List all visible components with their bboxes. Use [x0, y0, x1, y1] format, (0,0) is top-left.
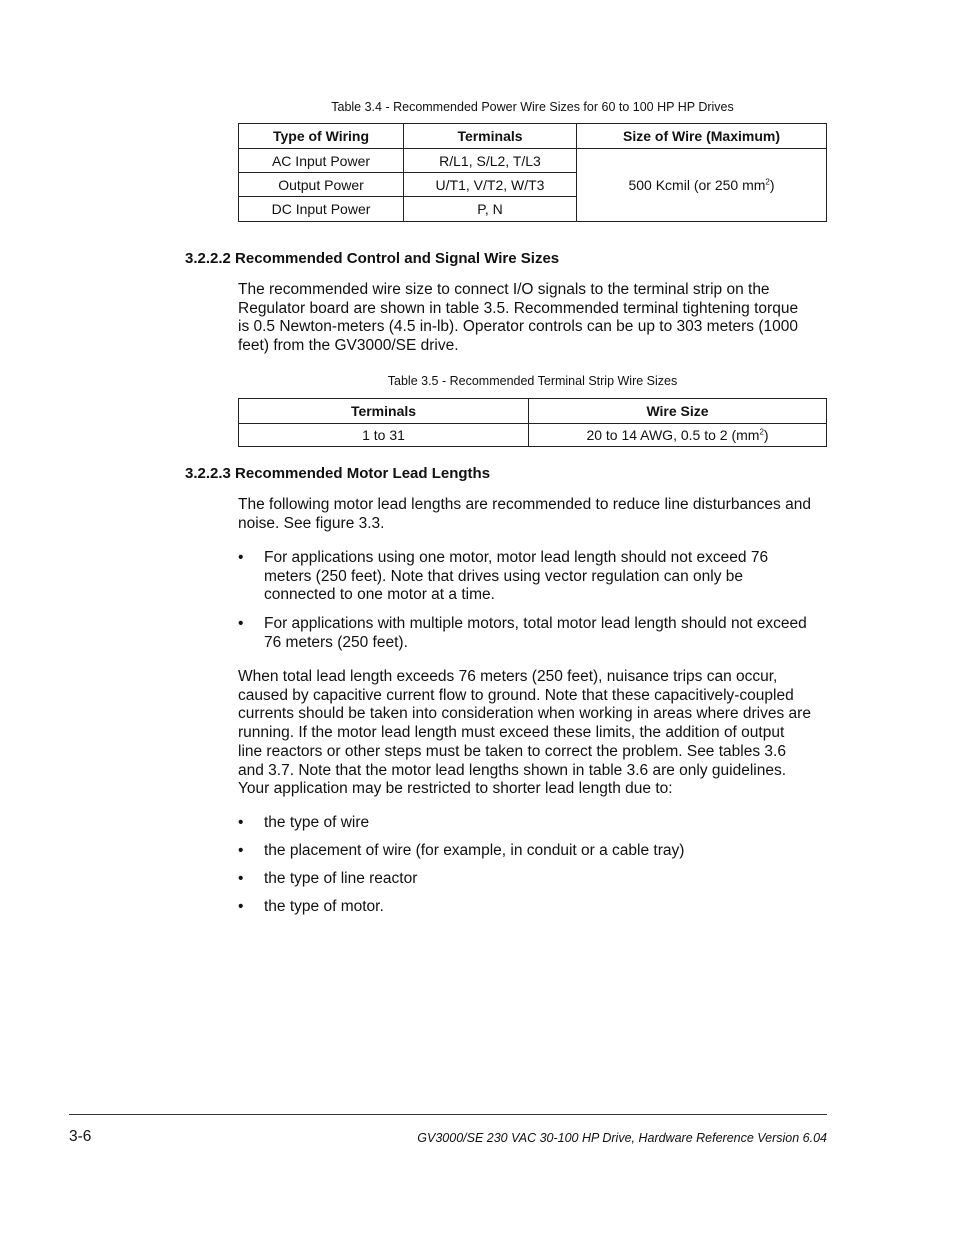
terminal-strip-table — [238, 398, 827, 447]
table-cell: AC Input Power — [239, 149, 404, 173]
text-line: When total lead length exceeds 76 meters (250 feet), nuisance trips can occur, — [238, 668, 778, 685]
table-caption: Table 3.4 - Recommended Power Wire Sizes for 60 to 100 HP HP Drives — [331, 100, 734, 114]
list-item: the type of motor. — [264, 898, 384, 915]
text-line: caused by capacitive current flow to ground. Note that these capacitively-coupled — [238, 686, 794, 704]
column-header: Terminals — [239, 399, 529, 424]
text-line: For applications using one motor, motor lead length should not exceed 76 — [264, 549, 769, 566]
wire-size-close: ) — [769, 177, 775, 193]
table-row — [239, 424, 827, 447]
text-line: The recommended wire size to connect I/O signals to the terminal strip on the — [238, 281, 770, 298]
page-number: 3-6 — [69, 1128, 92, 1145]
text-line: feet) from the GV3000/SE drive. — [238, 337, 459, 355]
bullet-icon: • — [238, 842, 244, 859]
bullet-icon: • — [238, 615, 244, 632]
list-item: the type of line reactor — [264, 870, 418, 887]
text-line: connected to one motor at a time. — [264, 586, 495, 604]
table-cell: R/L1, S/L2, T/L3 — [404, 149, 577, 173]
superscript: 2 — [759, 427, 764, 437]
text-line: noise. See figure 3.3. — [238, 514, 385, 532]
paragraph — [238, 281, 828, 356]
footer-divider — [69, 1114, 827, 1115]
list-item: the type of wire — [264, 814, 370, 831]
table-header-row — [239, 124, 827, 149]
wire-size-text: 500 Kcmil (or 250 mm — [628, 177, 766, 193]
table-caption: Table 3.5 - Recommended Terminal Strip Wire Sizes — [387, 374, 678, 388]
text-line: For applications with multiple motors, total motor lead length should not exceed — [264, 615, 807, 632]
text-line: meters (250 feet). Note that drives using vector regulation can only be — [264, 567, 744, 585]
text-line: currents should be taken into consideration when working in areas where drives are — [238, 705, 811, 723]
text-line: is 0.5 Newton-meters (4.5 in-lb). Operator controls can be up to 303 meters (1000 — [238, 318, 798, 336]
table-cell: Output Power — [239, 173, 404, 197]
table-row — [239, 149, 827, 173]
column-header: Wire Size — [529, 399, 827, 424]
table-cell: DC Input Power — [239, 197, 404, 222]
wire-size-cell — [577, 149, 827, 222]
text-line: Regulator board are shown in table 3.5. Recommended terminal tightening torque — [238, 299, 799, 317]
list-item — [264, 549, 829, 605]
section-heading: 3.2.2.3 Recommended Motor Lead Lengths — [185, 465, 491, 482]
bullet-icon: • — [238, 549, 244, 566]
table-cell: 1 to 31 — [239, 424, 529, 447]
text-line: line reactors or other steps must be taken to correct the problem. See tables 3.6 — [238, 742, 786, 760]
list-item — [264, 615, 829, 652]
paragraph — [238, 668, 828, 799]
table-cell — [529, 424, 827, 447]
text-line: running. If the motor lead length must exceed these limits, the addition of output — [238, 724, 785, 742]
section-heading: 3.2.2.2 Recommended Control and Signal Wire Sizes — [185, 250, 560, 267]
wire-size-close: ) — [763, 427, 769, 443]
column-header: Type of Wiring — [239, 124, 404, 149]
bullet-icon: • — [238, 898, 244, 915]
column-header: Size of Wire (Maximum) — [577, 124, 827, 149]
text-line: Your application may be restricted to shorter lead length due to: — [238, 780, 673, 798]
table-header-row — [239, 399, 827, 424]
superscript: 2 — [765, 177, 770, 187]
bullet-icon: • — [238, 814, 244, 831]
table-cell: P, N — [404, 197, 577, 222]
wire-size-text: 20 to 14 AWG, 0.5 to 2 (mm — [586, 427, 760, 443]
text-line: and 3.7. Note that the motor lead lengths shown in table 3.6 are only guidelines. — [238, 761, 787, 779]
column-header: Terminals — [404, 124, 577, 149]
footer-title: GV3000/SE 230 VAC 30-100 HP Drive, Hardware Reference Version 6.04 — [417, 1131, 827, 1145]
table-cell: U/T1, V/T2, W/T3 — [404, 173, 577, 197]
power-wire-table — [238, 123, 827, 222]
bullet-icon: • — [238, 870, 244, 887]
text-line: 76 meters (250 feet). — [264, 633, 408, 651]
paragraph — [238, 496, 828, 533]
list-item: the placement of wire (for example, in conduit or a cable tray) — [264, 842, 685, 859]
text-line: The following motor lead lengths are recommended to reduce line disturbances and — [238, 496, 811, 513]
